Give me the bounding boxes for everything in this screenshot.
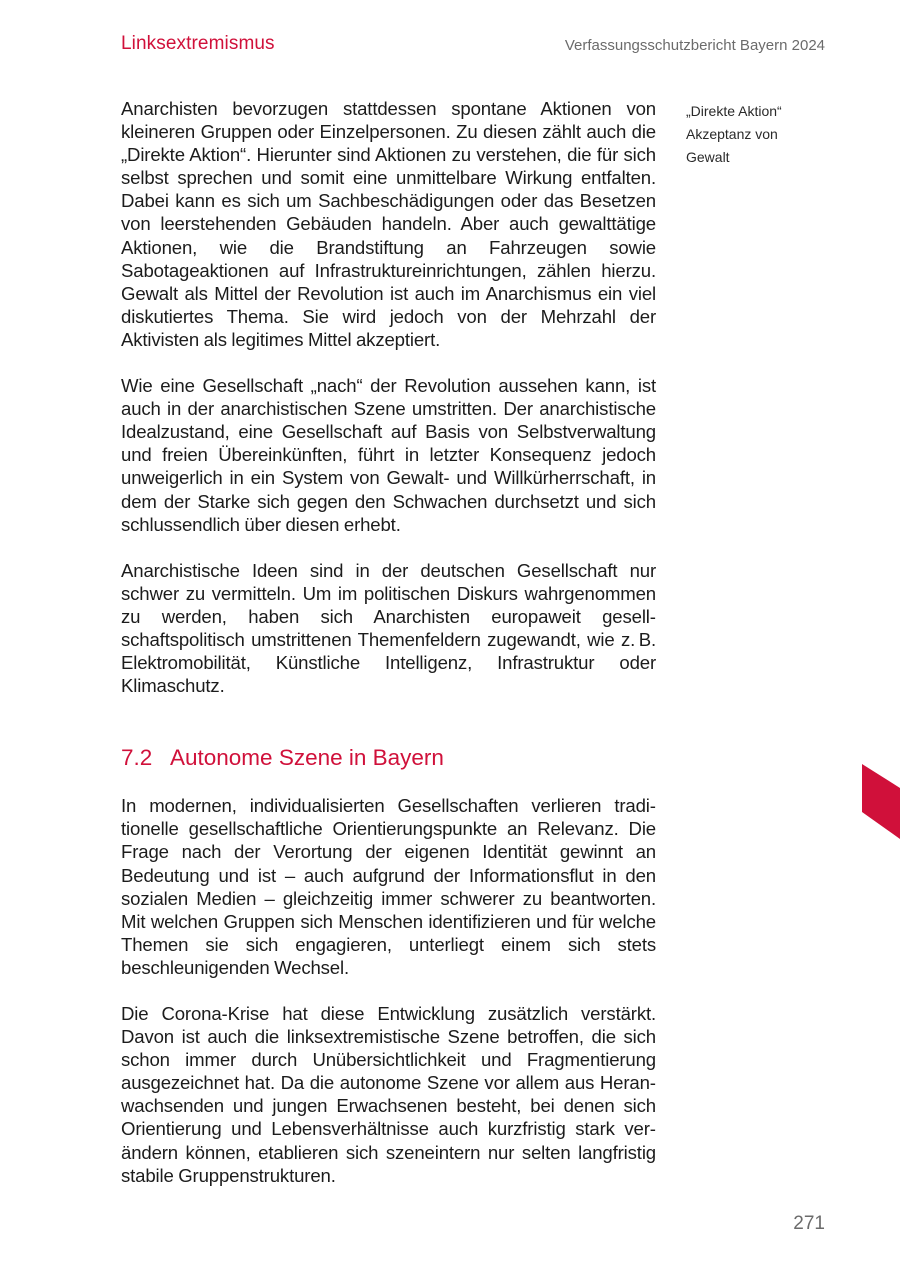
margin-note-line: Gewalt: [686, 149, 730, 165]
section-number: 7.2: [121, 745, 153, 771]
body-paragraph: In modernen, individualisierten Gesellschaften verlieren traditionelle gesellschaftliche Orientierungspunkte an Relevanz. Die Frage nach der Verortung der eigenen Identität gewinnt an Bedeutung und ist – auch aufgrund der Informationsflut in den sozialen Medien – gleichzeitig immer schwerer zu beantworten. Mit welchen Gruppen sich Menschen identifizieren und für welche Themen sie sich engagieren, unterliegt einem sich stets beschleunigenden Wechsel.: [121, 795, 656, 978]
running-header-publication: Verfassungsschutzbericht Bayern 2024: [564, 37, 825, 54]
body-paragraph: Wie eine Gesellschaft „nach“ der Revolution aussehen kann, ist auch in der anarchistischen Szene umstritten. Der anarchistische Idealzustand, eine Gesellschaft auf Basis von Selbstverwaltung und freien Übereinkünften, führt in letzter Konsequenz jedoch unweigerlich in ein System von Gewalt- und Willkürherrschaft, in dem der Starke sich gegen den Schwachen durchsetzt und sich schlussendlich über diesen erhebt.: [121, 375, 656, 535]
margin-note-line: Akzeptanz von: [686, 126, 778, 142]
section-title: Autonome Szene in Bayern: [170, 745, 444, 771]
margin-note: [686, 100, 816, 169]
body-paragraph: Anarchisten bevorzugen stattdessen spontane Aktionen von kleineren Gruppen oder Einzelpersonen. Zu diesen zählt auch die „Direkte Aktion“. Hierunter sind Aktionen zu verstehen, die für sich selbst sprechen und somit eine unmittelbare Wirkung entfalten. Dabei kann es sich um Sachbeschädigungen oder das Besetzen von leerstehenden Gebäuden handeln. Aber auch gewalttätige Aktionen, wie die Brandstiftung an Fahrzeugen sowie Sabotageaktionen auf Infrastruktureinrichtungen, zählen hierzu. Gewalt als Mittel der Revolution ist auch im Anarchismus ein viel diskutiertes Thema. Sie wird jedoch von der Mehrzahl der Aktivisten als legitimes Mittel akzeptiert.: [121, 98, 656, 350]
body-paragraph: Die Corona-Krise hat diese Entwicklung zusätzlich verstärkt. Davon ist auch die linksextremistische Szene betroffen, die sich schon immer durch Unübersichtlichkeit und Fragmentierung ausgezeichnet hat. Da die autonome Szene vor allem aus Heranwachsenden und jungen Erwachsenen besteht, bei denen sich Orientierung und Lebensverhältnisse auch kurzfristig stark verändern können, etablieren sich szeneintern nur selten langfristig stabile Gruppenstrukturen.: [121, 1003, 656, 1186]
body-paragraph: Anarchistische Ideen sind in der deutschen Gesellschaft nur schwer zu vermitteln. Um im politischen Diskurs wahrgenommen zu werden, haben sich Anarchisten europaweit gesellschaftspolitisch umstrittenen Themenfeldern zugewandt, wie z. B. Elektromobilität, Künstliche Intelligenz, Infrastruktur oder Klimaschutz.: [121, 559, 656, 697]
margin-note-line: „Direkte Aktion“: [686, 103, 782, 119]
running-header-chapter: Linksextremismus: [121, 33, 275, 54]
main-text-column: [121, 97, 656, 1187]
section-heading: [121, 743, 656, 773]
chapter-tab-marker-icon: [862, 764, 900, 839]
page-number: 271: [793, 1213, 825, 1234]
